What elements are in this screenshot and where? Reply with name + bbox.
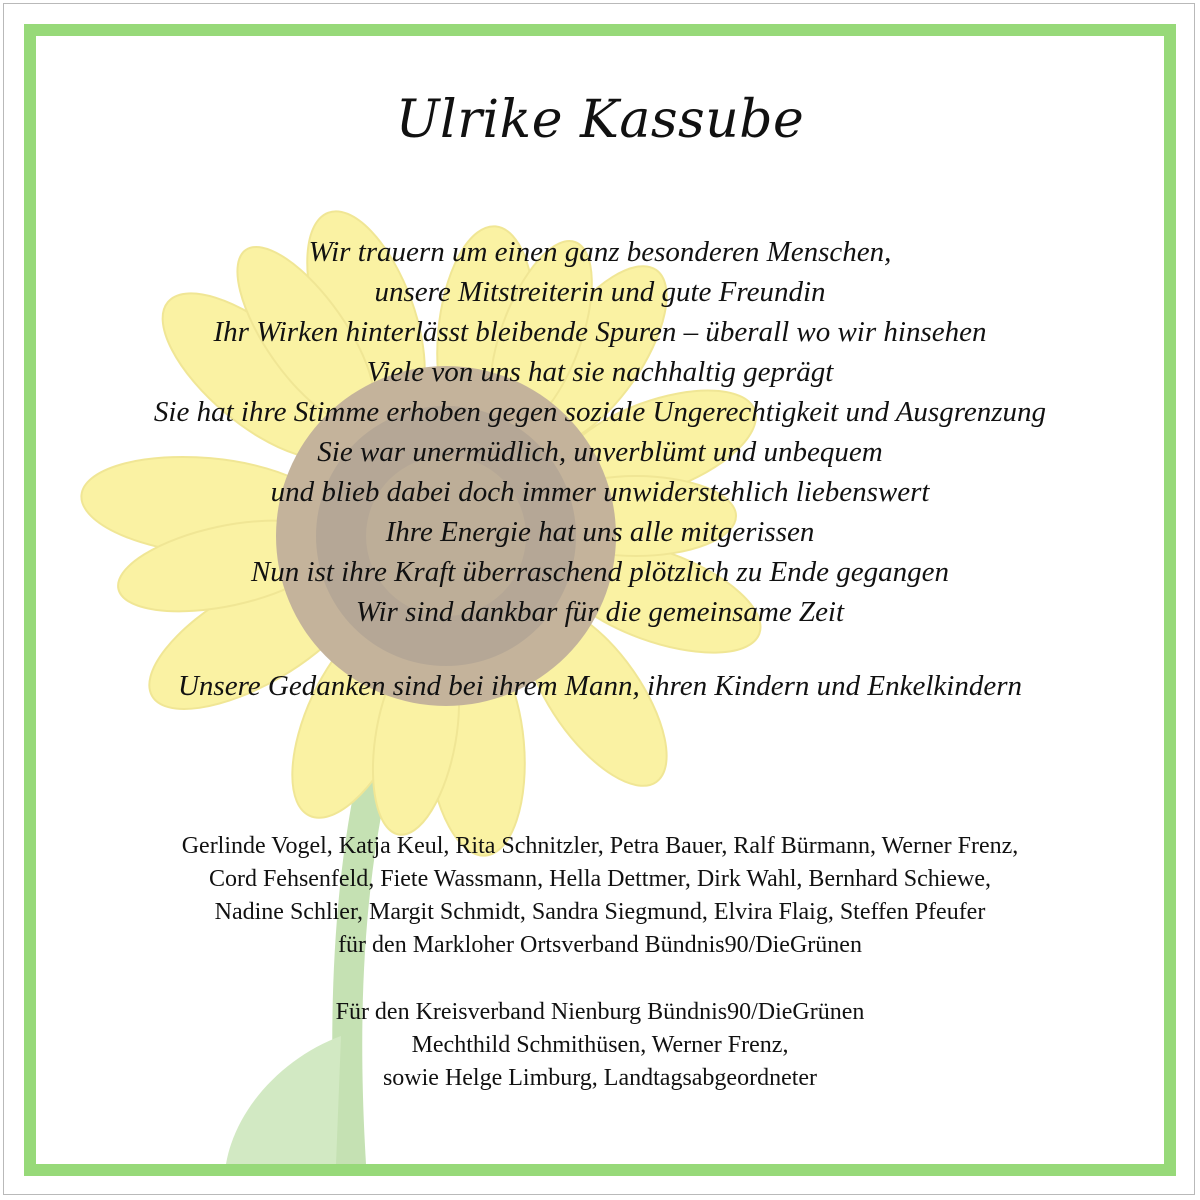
signatories (36, 830, 1164, 962)
signatory-line: Nadine Schlier, Margit Schmidt, Sandra Siegmund, Elvira Flaig, Steffen Pfeufer (214, 899, 986, 925)
poem-line: Wir trauern um einen ganz besonderen Menschen, (308, 236, 892, 268)
poem-line: Viele von uns hat sie nachhaltig geprägt (366, 356, 834, 388)
poem (36, 232, 1164, 632)
page-title: Ulrike Kassube (395, 90, 805, 150)
signatory-line: Cord Fehsenfeld, Fiete Wassmann, Hella Dettmer, Dirk Wahl, Bernhard Schiewe, (208, 866, 992, 892)
kreisverband-block (36, 996, 1164, 1095)
kreisverband-line: Mechthild Schmithüsen, Werner Frenz, (411, 1032, 789, 1058)
poem-line: und blieb dabei doch immer unwiderstehlich liebenswert (270, 476, 930, 508)
kreisverband-line: sowie Helge Limburg, Landtagsabgeordneter (382, 1065, 818, 1091)
closing-line: Unsere Gedanken sind bei ihrem Mann, ihren Kindern und Enkelkindern (177, 670, 1023, 702)
poem-line: unsere Mitstreiterin und gute Freundin (374, 276, 826, 308)
poem-line: Sie war unermüdlich, unverblümt und unbequem (317, 436, 883, 468)
card-content (36, 36, 1164, 1164)
poem-line: Nun ist ihre Kraft überraschend plötzlich zu Ende gegangen (250, 556, 950, 588)
poem-line: Ihr Wirken hinterlässt bleibende Spuren – überall wo wir hinsehen (213, 316, 987, 348)
signatory-line: für den Markloher Ortsverband Bündnis90/DieGrünen (338, 932, 862, 958)
kreisverband-line: Für den Kreisverband Nienburg Bündnis90/DieGrünen (335, 999, 865, 1025)
signatory-line: Gerlinde Vogel, Katja Keul, Rita Schnitzler, Petra Bauer, Ralf Bürmann, Werner Frenz, (181, 833, 1019, 859)
green-frame (24, 24, 1176, 1176)
poem-line: Wir sind dankbar für die gemeinsame Zeit (355, 596, 845, 628)
poem-line: Ihre Energie hat uns alle mitgerissen (385, 516, 815, 548)
poem-line: Sie hat ihre Stimme erhoben gegen soziale Ungerechtigkeit und Ausgrenzung (153, 396, 1047, 428)
